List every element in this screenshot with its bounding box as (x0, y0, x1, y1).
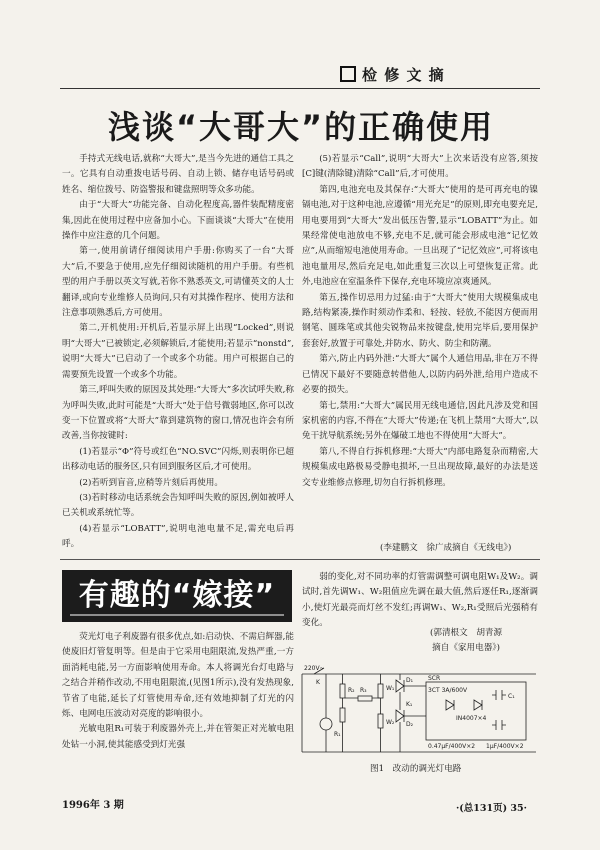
paragraph: (1)若显示“Φ”符号或红色“NO.SVC”闪烁,则表明你已超出移动电话的服务区,只有回到服务区后,才可使用。 (62, 446, 294, 473)
paragraph: 第三,呼叫失败的原因及其处理:“大哥大”多次试呼失败,称为呼叫失败,此时可能是“大哥大”处于信号微弱地区,你可以改变一下位置或将“大哥大”靠到建筑物的窗口,情况也许会有所改善,当你按键时: (62, 385, 294, 442)
circuit-label: 0.47μF/400V×2 (428, 743, 476, 750)
figure-caption: 图1 改动的调光灯电路 (370, 764, 462, 774)
pot-w1-symbol (378, 684, 383, 698)
article2-title-banner: 有趣的“嫁接” (62, 570, 292, 622)
paragraph: 第二,开机使用:开机后,若显示屏上出现“Locked”,则说明“大哥大”已被锁定,必须解锁后,才能使用;若显示“nonstd”,说明“大哥大”已启动了一个或多个功能。用户可根据自己的需要预先设置一个或多个功能。 (62, 323, 294, 380)
top-rule (60, 88, 540, 89)
pot-w2-symbol (378, 714, 383, 728)
circuit-label: D₁ (406, 677, 414, 684)
circuit-label: K (316, 679, 320, 686)
issue-label: 1996年 3 期 (62, 800, 124, 811)
page-number: ·(总131页) 35· (456, 803, 527, 814)
paragraph: 弱的变化,对不同功率的灯管需调整可调电阻W₁及W₂。调试时,首先调W₁、W₂阻值应先调在最大值,然后逐任R₁,逐渐调小,使灯光最亮而灯丝不发红;再调W₁、W₂,R₁受照后光强稍有变化。 (302, 572, 538, 629)
circuit-label: K₁ (406, 701, 413, 708)
paragraph: 第七,禁用:“大哥大”属民用无线电通信,因此凡涉及党和国家机密的内容,不得在“大哥大”传递;在飞机上禁用“大哥大”,以免干扰导航系统;另外在爆破工地也不得使用“大哥大”。 (302, 400, 538, 442)
circuit-label: R₂ (348, 687, 355, 694)
photoresistor-symbol (320, 718, 332, 730)
circuit-label: W₂ (386, 719, 395, 726)
diode-d1-symbol (396, 680, 404, 692)
circuit-label: R₁ (334, 731, 341, 738)
paragraph: 第六,防止内码外泄:“大哥大”属个人通信用品,非在万不得已情况下最好不要随意转借他人,以防内码外泄,给用户造成不必要的损失。 (302, 354, 538, 396)
checkbox-square-icon (340, 66, 356, 82)
article1-right-column (302, 152, 538, 491)
resistor-r2-symbol (340, 684, 345, 698)
byline-line: 摘自《家用电器》) (432, 643, 500, 653)
section-tag-label: 检 修 文 摘 (362, 66, 445, 84)
paragraph: 第五,操作切忌用力过猛:由于“大哥大”使用大规模集成电路,结构紧凑,操作时须动作柔和、轻按、轻放,不能因方便而用钢笔、圆珠笔或其他尖锐物品来按键盘,使用完毕后,要用保护套套好,放置于可靠处,并防水、防火、防尘和防潮。 (302, 292, 538, 349)
byline-line: (郭清根文 胡青源 (430, 628, 503, 638)
paragraph: 光敏电阻R₁可装于利废器外壳上,并在管架正对光敏电阻处钻一小洞,使其能感受到灯光强 (62, 724, 294, 750)
article1-byline: (李建鹏文 徐广成摘自《无线电》) (380, 543, 512, 553)
paragraph: 由于“大哥大”功能完备、自动化程度高,器件装配精度密集,因此在使用过程中应备加小心。下面谈谈“大哥大”在使用操作中应注意的几个问题。 (62, 200, 294, 242)
article2-right-column (302, 570, 538, 632)
paragraph: 荧光灯电子利废器有很多优点,如:启动快、不需启辉器,能使废旧灯管复明等。但是由于它采用电阻限流,发热严重,一方面消耗电能,另一方面影响使用寿命。本人将调光台灯电路与之结合并稍作改动,不用电阻限流,(见图1所示),没有发热现象,节省了电能,延长了灯管使用寿命,还有效地抑制了灯光的闪烁、电网电压波动对亮度的影响很小。 (62, 632, 294, 720)
section-tag (340, 64, 445, 85)
circuit-label: 220V~ (304, 665, 325, 672)
circuit-label: 3CT 3A/600V (428, 687, 468, 694)
circuit-label: W₁ (386, 685, 395, 692)
circuit-wire (343, 674, 381, 752)
circuit-label: R₃ (360, 687, 367, 694)
bridge-diode-symbol (446, 700, 454, 710)
circuit-label: SCR (428, 675, 441, 682)
resistor-r1-symbol (340, 708, 345, 722)
scr-symbol (396, 710, 404, 722)
paragraph: (5)若显示“Call”,说明“大哥大”上次来话没有应答,须按[C]键(清除键)清除“Call”后,才可使用。 (302, 154, 538, 180)
circuit-label: C₁ (508, 693, 515, 700)
article-divider (60, 559, 540, 560)
paragraph: (2)若听到盲音,应稍等片刻后再使用。 (79, 477, 223, 488)
paragraph: (3)若时移动电话系统会告知呼叫失败的原因,例如被呼人已关机或系统忙等。 (62, 492, 294, 519)
paragraph: 第四,电池充电及其保存:“大哥大”使用的是可再充电的镍镉电池,对于这种电池,应遵循“用光充足”的原则,即充电要充足,用电要用到“大哥大”发出低压告警,显示“LOBATT”为止。如果经常使电池放电不够,充电不足,就可能会形成电池“记忆效应”,从而缩短电池使用寿命。一旦出现了“记忆效应”,可将该电池电量用尽,然后充足电,如此重复三次以上可望恢复正常。此外,电池应在室温条件下保存,充电环境应凉爽通风。 (302, 184, 538, 288)
article1-left-column (62, 152, 294, 553)
article2-left-column (62, 630, 294, 753)
article2-byline (430, 626, 502, 656)
capacitor-symbol (492, 720, 506, 730)
paragraph: (4)若显示“LOBATT”,说明电池电量不足,需充电后再呼。 (62, 523, 294, 550)
dimmer-circuit-diagram (296, 660, 540, 760)
bridge-diode-symbol (474, 700, 482, 710)
circuit-label: IN4007×4 (456, 715, 487, 722)
paragraph: 第八,不得自行拆机修理:“大哥大”内部电路复杂而精密,大规模集成电路极易受静电损坏,一旦出现故障,最好的办法是送交专业维修点修理,切勿自行拆机修理。 (302, 446, 538, 488)
circuit-label: D₂ (406, 721, 414, 728)
resistor-r3-symbol (358, 696, 372, 701)
capacitor-symbol (492, 690, 506, 700)
circuit-label: 1μF/400V×2 (486, 743, 524, 750)
article-title: 浅谈“大哥大”的正确使用 (108, 108, 495, 146)
paragraph: 手持式无线电话,就称“大哥大”,是当今先进的通信工具之一。它具有自动重拨电话号码、自动上锁、储存电话号码或姓名、缩位拨号、防盗警报和键盘照明等众多功能。 (62, 154, 294, 195)
paragraph: 第一,使用前请仔细阅读用户手册:你购买了一台“大哥大”后,不要急于使用,应先仔细阅读随机的用户手册。有些机型的用户手册以英文写就,若你不熟悉英文,可请懂英文的人士翻译,或向专业维修人员询问,只有对其操作程序、使用方法和注意事项熟悉后,方可使用。 (62, 246, 294, 319)
